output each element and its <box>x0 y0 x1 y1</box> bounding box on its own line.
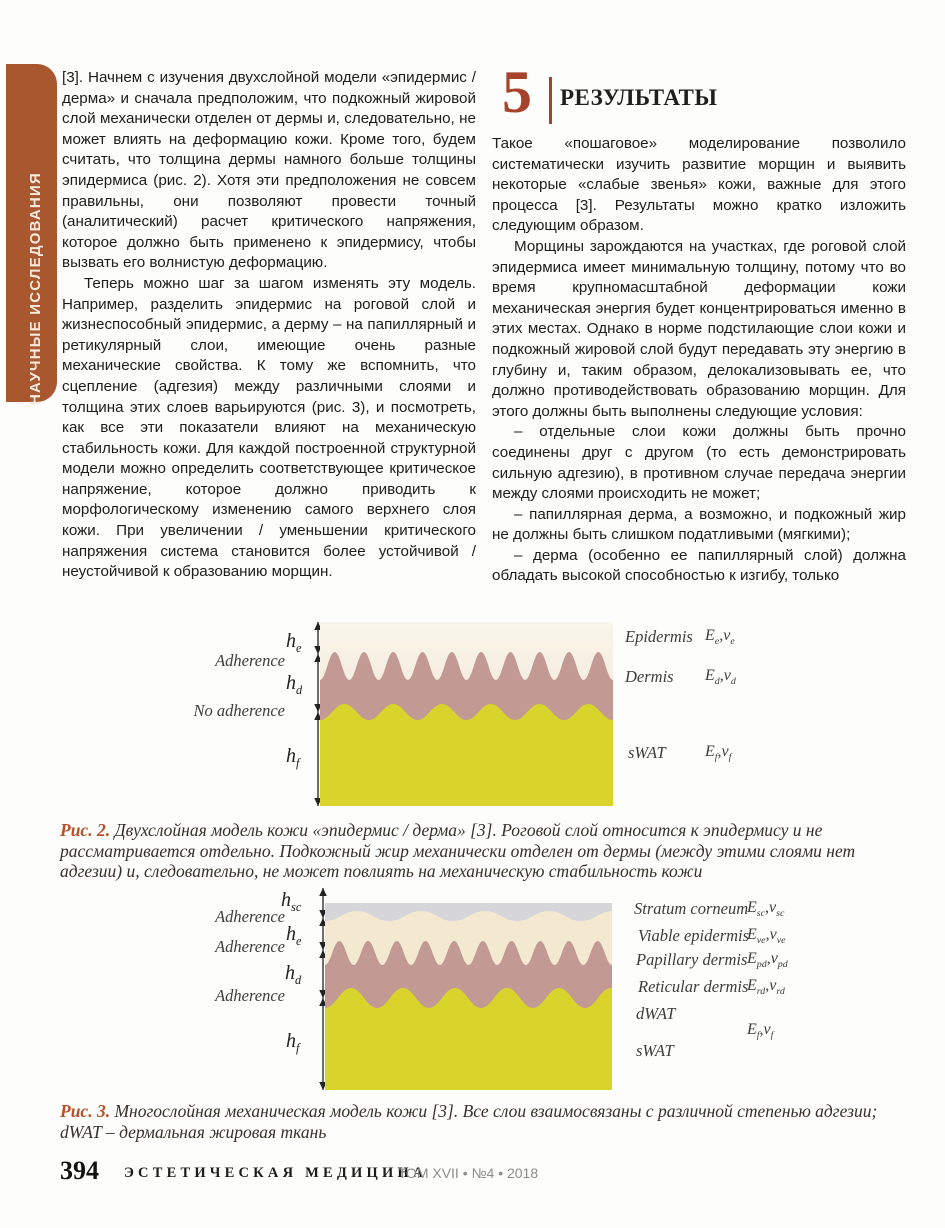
bullet-paragraph: – отдельные слои кожи должны быть прочно соединены друг с другом (то есть демонстрировать сильную адгезию), в противном случае передача энергии между слоями происходить не может; <box>492 423 906 503</box>
figure2-adherence-label: Adherence <box>215 651 285 670</box>
figure3-adherence-label: Adherence <box>215 907 285 926</box>
paragraph: Такое «пошаговое» моделирование позволило систематически изучить развитие морщин и выявить некоторые «слабые звенья» кожи, важные для этого процесса [3]. Результаты можно кратко изложить следующим образом. <box>492 135 906 235</box>
section-title: РЕЗУЛЬТАТЫ <box>560 85 718 110</box>
page-number: 394 <box>60 1156 99 1185</box>
figure3-layer-props: $E_{rd},v_{rd}$ <box>747 977 785 998</box>
figure3-layer-props: $E_{sc},v_{sc}$ <box>747 899 785 920</box>
section-tab-label: НАУЧНЫЕ ИССЛЕДОВАНИЯ <box>27 172 44 405</box>
figure2-layer-props: $E_d,v_d$ <box>705 667 736 688</box>
issue-info: ТОМ XVII • №4 • 2018 <box>398 1165 539 1181</box>
right-text-column <box>492 68 906 616</box>
figure3-layer-name: Viable epidermis <box>638 926 750 945</box>
figure3-hf-label: $h_f$ <box>286 1030 300 1055</box>
figure2-caption <box>60 820 908 882</box>
figure3-layer-props: $E_{ve},v_{ve}$ <box>747 926 786 947</box>
figure3-caption-label: Рис. 3. <box>60 1101 111 1121</box>
figure3-hd-label: $h_d$ <box>285 962 302 987</box>
swat-layer <box>325 988 612 1090</box>
section-number: 5 <box>502 68 532 125</box>
figure2-no-adherence-label: No adherence <box>193 701 285 720</box>
figure2-he-label: $h_e$ <box>286 630 302 655</box>
left-text-column <box>62 68 476 616</box>
figure3-layer-props: $E_{pd},v_{pd}$ <box>747 950 788 971</box>
figure2-layer-props: $E_e,v_e$ <box>705 627 735 648</box>
figure3-layer-props: $E_f,v_f$ <box>747 1021 774 1042</box>
figure2-skin-diagram <box>320 622 613 806</box>
figure3-caption-text: Многослойная механическая модель кожи [3]. Все слои взаимосвязаны с различной степенью адгезии; dWAT – дермальная жировая ткань <box>60 1101 878 1142</box>
figure2-layer-name: Epidermis <box>625 627 693 646</box>
figure2-hf-label: $h_f$ <box>286 745 300 770</box>
figure3-layer-name: Reticular dermis <box>638 977 749 996</box>
figure2-caption-label: Рис. 2. <box>60 820 111 840</box>
figure3-caption <box>60 1101 908 1142</box>
figure3-layer-name: Papillary dermis <box>636 950 748 969</box>
paragraph: Морщины зарождаются на участках, где роговой слой эпидермиса имеет минимальную толщину, потому что во время крупномасштабной деформации кожи механическая энергия будет концентрироваться именно в этих местах. Однако в норме подстилающие слои кожи и подкожный жировой слой будут передавать эту энергию в глубину и, таким образом, делокализовывать ее, что должно противодействовать образованию морщин. Для этого должны быть выполнены следующие условия: <box>492 237 906 420</box>
journal-name: ЭСТЕТИЧЕСКАЯ МЕДИЦИНА <box>124 1165 428 1181</box>
figure3-layer-name: dWAT <box>636 1004 676 1023</box>
bullet-paragraph: – дерма (особенно ее папиллярный слой) должна обладать высокой способностью к изгибу, только <box>492 546 906 585</box>
section-heading <box>492 68 906 126</box>
heading-divider <box>549 77 552 124</box>
figure3-he-label: $h_e$ <box>286 923 302 948</box>
figure3-skin-diagram <box>325 903 612 1090</box>
bullet-paragraph: – папиллярная дерма, а возможно, и подкожный жир не должны быть слишком податливыми (мягкими); <box>492 505 906 544</box>
figure3-layer-name: Stratum corneum <box>634 899 749 918</box>
paragraph: [3]. Начнем с изучения двухслойной модели «эпидермис / дерма» и сначала предположим, что подкожный жировой слой механически отделен от дермы и, следовательно, не может влиять на деформацию кожи. Кроме того, будем считать, что толщина дермы намного больше толщины эпидермиса (рис. 2). Хотя эти предположения не совсем правильны, они позволяют провести точный (аналитический) расчет критического напряжения, которое должно быть применено к эпидермису, чтобы вызвать его волнистую деформацию. <box>62 69 476 272</box>
figure3-adherence-label: Adherence <box>215 986 285 1005</box>
figure2-layer-name: sWAT <box>628 743 666 762</box>
figure3-hsc-label: $h_{sc}$ <box>281 889 302 914</box>
figure2-layer-name: Dermis <box>625 667 674 686</box>
figure2-layer-props: $E_f,v_f$ <box>705 743 732 764</box>
figure3-layer-name: sWAT <box>636 1041 674 1060</box>
figure2-hd-label: $h_d$ <box>286 672 303 697</box>
figure3-adherence-label: Adherence <box>215 937 285 956</box>
figure2-caption-text: Двухслойная модель кожи «эпидермис / дерма» [3]. Роговой слой относится к эпидермису и не рассматривается отдельно. Подкожный жир механически отделен от дермы (между этими слоями нет адгезии) и, следовательно, не может повлиять на механическую стабильность кожи <box>60 820 856 881</box>
paragraph: Теперь можно шаг за шагом изменять эту модель. Например, разделить эпидермис на роговой слой и жизнеспособный эпидермис, а дерму – на папиллярный и ретикулярный слои, имеющие очень разные механические свойства. К тому же вспомнить, что сцепление (адгезия) между различными слоями и толщина этих слоев варьируются (рис. 3), и посмотреть, как все эти показатели влияют на механическую стабильность кожи. Для каждой построенной структурной модели можно определить соответствующее критическое напряжение, которое должно приводить к морфологическому изменению самого верхнего слоя кожи. При увеличении / уменьшении критического напряжения система становится более устойчивой / неустойчивой к образованию морщин. <box>62 274 476 581</box>
section-tab <box>6 64 57 405</box>
